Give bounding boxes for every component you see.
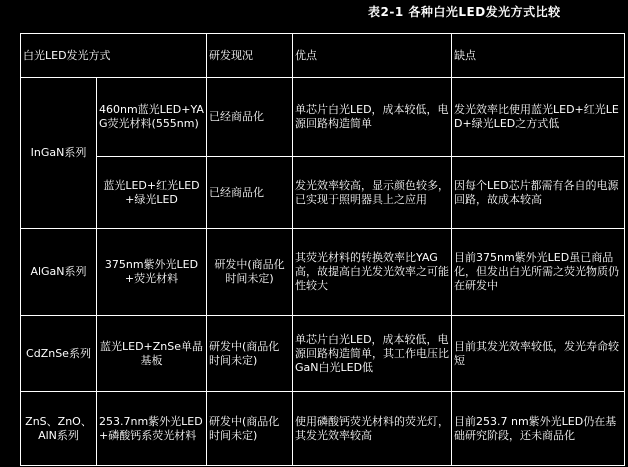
table-title: 表2-1 各种白光LED发光方式比较 (368, 5, 561, 19)
table-row (21, 78, 625, 157)
cons-cell: 发光效率比使用蓝光LED+红光LED+绿光LED之方式低 (452, 78, 625, 157)
status-cell: 已经商品化 (207, 78, 293, 157)
table-row (21, 392, 625, 466)
pros-cell: 单芯片白光LED，成本较低，电源回路构造简单，其工作电压比GaN白光LED低 (293, 316, 452, 392)
system-cell: InGaN系列 (21, 78, 97, 229)
header-cons: 缺点 (452, 34, 625, 78)
status-cell: 研发中(商品化时间未定) (207, 392, 293, 466)
table-row (21, 316, 625, 392)
cons-cell: 因每个LED芯片都需有各自的电源回路，故成本较高 (452, 157, 625, 229)
cons-cell: 目前其发光效率较低，发光寿命较短 (452, 316, 625, 392)
header-status: 研发现况 (207, 34, 293, 78)
method-cell: 375nm紫外光LED+荧光材料 (97, 229, 207, 316)
system-cell: AlGaN系列 (21, 229, 97, 316)
system-cell: CdZnSe系列 (21, 316, 97, 392)
method-cell: 蓝光LED+ZnSe单晶基板 (97, 316, 207, 392)
pros-cell: 发光效率较高，显示颜色较多，已实现于照明器具上之应用 (293, 157, 452, 229)
system-cell: ZnS、ZnO、AlN系列 (21, 392, 97, 466)
header-method: 白光LED发光方式 (21, 34, 207, 78)
cons-cell: 目前375nm紫外光LED虽已商品化，但发出白光所需之荧光物质仍在研发中 (452, 229, 625, 316)
method-cell: 蓝光LED+红光LED+绿光LED (97, 157, 207, 229)
header-pros: 优点 (293, 34, 452, 78)
table-row (21, 229, 625, 316)
table-row (21, 157, 625, 229)
pros-cell: 其荧光材料的转换效率比YAG高，故提高白光发光效率之可能性较大 (293, 229, 452, 316)
pros-cell: 使用磷酸钙荧光材料的荧光灯，其发光效率较高 (293, 392, 452, 466)
cons-cell: 目前253.7 nm紫外光LED仍在基础研究阶段，还未商品化 (452, 392, 625, 466)
status-cell: 研发中(商品化时间未定) (207, 316, 293, 392)
method-cell: 460nm蓝光LED+YAG荧光材料(555nm) (97, 78, 207, 157)
pros-cell: 单芯片白光LED，成本较低，电源回路构造简单 (293, 78, 452, 157)
status-cell: 已经商品化 (207, 157, 293, 229)
header-row (21, 34, 625, 78)
method-cell: 253.7nm紫外光LED+磷酸钙系荧光材料 (97, 392, 207, 466)
comparison-table (20, 33, 625, 466)
status-cell: 研发中(商品化时间未定) (207, 229, 293, 316)
